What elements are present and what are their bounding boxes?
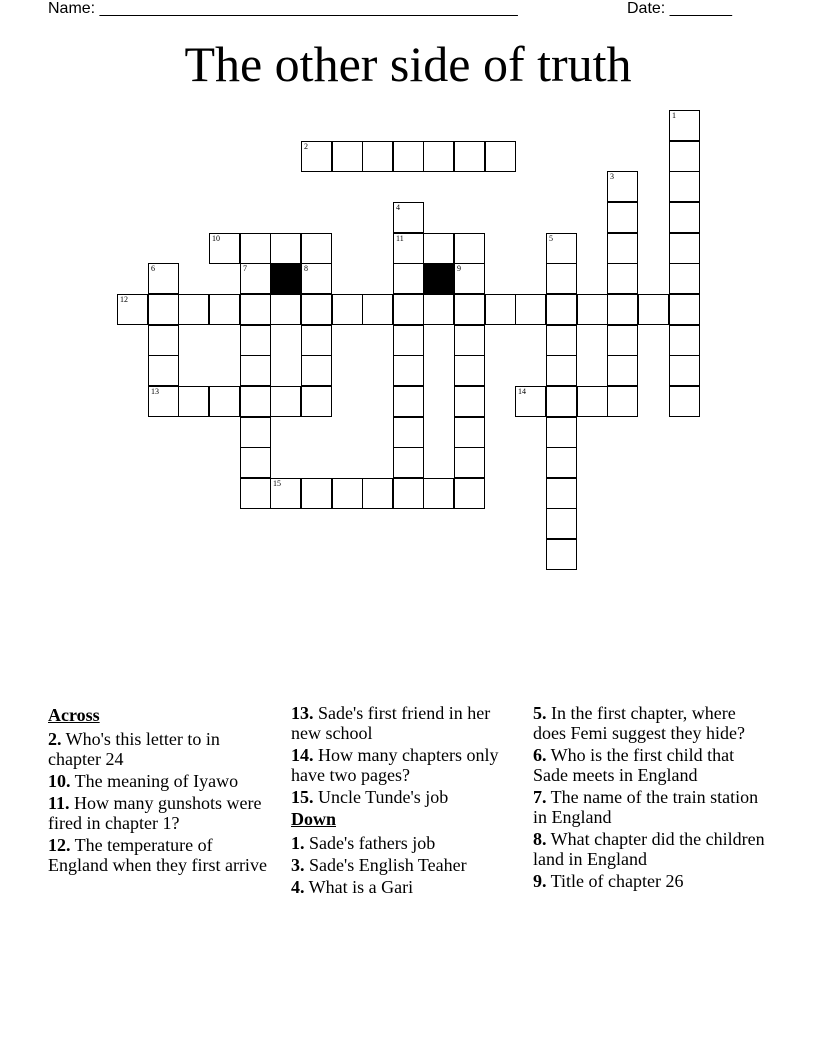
clue-column-3	[533, 703, 773, 893]
grid-cell[interactable]	[240, 478, 271, 509]
clue-text: Uncle Tunde's job	[313, 787, 449, 807]
grid-cell[interactable]	[485, 294, 516, 325]
clue-number: 10.	[48, 771, 71, 791]
clue-across-15	[291, 787, 515, 807]
clue-number: 11.	[48, 793, 70, 813]
clue-number: 9.	[533, 871, 547, 891]
clue-text: How many chapters only have two pages?	[291, 745, 499, 785]
grid-cell[interactable]	[332, 478, 363, 509]
grid-cell[interactable]	[546, 386, 577, 417]
grid-cell[interactable]	[607, 263, 638, 294]
clue-number: 5.	[533, 703, 547, 723]
clue-text: Sade's English Teaher	[304, 855, 467, 875]
grid-cell[interactable]	[546, 263, 577, 294]
clue-text: Who's this letter to in chapter 24	[48, 729, 220, 769]
clue-down-7	[533, 787, 773, 827]
grid-cell[interactable]	[301, 355, 332, 386]
grid-block-cell	[270, 263, 301, 294]
grid-cell[interactable]	[178, 294, 209, 325]
grid-cell-number: 9	[457, 264, 461, 273]
grid-cell[interactable]	[301, 294, 332, 325]
grid-cell[interactable]	[148, 325, 179, 356]
grid-cell[interactable]	[209, 233, 240, 264]
grid-cell[interactable]	[669, 386, 700, 417]
clue-down-6	[533, 745, 773, 785]
grid-cell[interactable]	[607, 171, 638, 202]
grid-cell[interactable]	[454, 141, 485, 172]
clue-column-1	[48, 703, 272, 877]
grid-cell[interactable]	[546, 294, 577, 325]
grid-cell[interactable]	[240, 294, 271, 325]
grid-cell[interactable]	[393, 386, 424, 417]
clue-text: What chapter did the children land in England	[533, 829, 765, 869]
clue-text: What is a Gari	[304, 877, 414, 897]
date-field-label: Date: _______	[627, 0, 732, 17]
clue-number: 1.	[291, 833, 305, 853]
clue-text: The meaning of Iyawo	[70, 771, 239, 791]
grid-cell[interactable]	[270, 386, 301, 417]
clue-across-2	[48, 729, 272, 769]
grid-cell-number: 5	[549, 234, 553, 243]
grid-cell[interactable]	[485, 141, 516, 172]
grid-cell[interactable]	[577, 294, 608, 325]
grid-cell[interactable]	[515, 386, 546, 417]
clue-text: Title of chapter 26	[546, 871, 684, 891]
grid-block-cell	[423, 263, 454, 294]
grid-cell[interactable]	[546, 447, 577, 478]
grid-cell-number: 15	[273, 479, 281, 488]
name-field-label: Name: _______________________________________________	[48, 0, 518, 17]
grid-cell[interactable]	[423, 233, 454, 264]
clue-number: 2.	[48, 729, 62, 749]
grid-cell-number: 14	[518, 387, 526, 396]
grid-cell-number: 12	[120, 295, 128, 304]
grid-cell[interactable]	[178, 386, 209, 417]
grid-cell[interactable]	[393, 263, 424, 294]
grid-cell[interactable]	[393, 478, 424, 509]
grid-cell-number: 10	[212, 234, 220, 243]
grid-cell[interactable]	[393, 325, 424, 356]
grid-cell[interactable]	[362, 294, 393, 325]
grid-cell[interactable]	[332, 294, 363, 325]
grid-cell[interactable]	[301, 478, 332, 509]
down-heading: Down	[291, 809, 337, 829]
page-title: The other side of truth	[184, 36, 632, 92]
grid-cell[interactable]	[607, 325, 638, 356]
grid-cell[interactable]	[117, 294, 148, 325]
grid-cell[interactable]	[669, 355, 700, 386]
grid-cell[interactable]	[669, 202, 700, 233]
clue-text: In the first chapter, where does Femi suggest they hide?	[533, 703, 745, 743]
grid-cell[interactable]	[393, 294, 424, 325]
grid-cell-number: 6	[151, 264, 155, 273]
grid-cell[interactable]	[301, 263, 332, 294]
grid-cell[interactable]	[546, 478, 577, 509]
grid-cell[interactable]	[332, 141, 363, 172]
grid-cell[interactable]	[362, 478, 393, 509]
clue-number: 12.	[48, 835, 71, 855]
clue-across-11	[48, 793, 272, 833]
grid-cell[interactable]	[546, 355, 577, 386]
grid-cell[interactable]	[148, 294, 179, 325]
grid-cell[interactable]	[270, 233, 301, 264]
grid-cell[interactable]	[393, 417, 424, 448]
grid-cell[interactable]	[301, 233, 332, 264]
grid-cell[interactable]	[301, 325, 332, 356]
clue-across-10	[48, 771, 272, 791]
grid-cell[interactable]	[607, 233, 638, 264]
grid-cell[interactable]	[454, 478, 485, 509]
grid-cell[interactable]	[148, 263, 179, 294]
grid-cell[interactable]	[423, 294, 454, 325]
clue-across-13	[291, 703, 515, 743]
clue-text: The temperature of England when they first arrive	[48, 835, 267, 875]
grid-cell[interactable]	[546, 233, 577, 264]
clue-number: 3.	[291, 855, 305, 875]
clue-number: 14.	[291, 745, 314, 765]
grid-cell[interactable]	[454, 386, 485, 417]
clue-down-4	[291, 877, 515, 897]
grid-cell[interactable]	[301, 141, 332, 172]
clue-text: How many gunshots were fired in chapter 1?	[48, 793, 262, 833]
grid-cell[interactable]	[454, 263, 485, 294]
grid-cell[interactable]	[240, 263, 271, 294]
clue-text: Sade's fathers job	[304, 833, 436, 853]
grid-cell[interactable]	[669, 110, 700, 141]
grid-cell[interactable]	[362, 141, 393, 172]
grid-cell[interactable]	[240, 325, 271, 356]
grid-cell[interactable]	[209, 294, 240, 325]
grid-cell-number: 3	[610, 172, 614, 181]
grid-cell[interactable]	[393, 355, 424, 386]
grid-cell-number: 11	[396, 234, 404, 243]
grid-cell[interactable]	[454, 325, 485, 356]
grid-cell[interactable]	[454, 355, 485, 386]
clue-number: 8.	[533, 829, 547, 849]
grid-cell[interactable]	[454, 294, 485, 325]
grid-cell[interactable]	[240, 355, 271, 386]
clue-down-8	[533, 829, 773, 869]
grid-cell[interactable]	[546, 508, 577, 539]
grid-cell[interactable]	[515, 294, 546, 325]
grid-cell-number: 1	[672, 111, 676, 120]
clue-number: 13.	[291, 703, 314, 723]
clue-down-5	[533, 703, 773, 743]
clue-across-12	[48, 835, 272, 875]
clue-text: Who is the first child that Sade meets in England	[533, 745, 735, 785]
grid-cell[interactable]	[240, 447, 271, 478]
grid-cell[interactable]	[638, 294, 669, 325]
clue-number: 6.	[533, 745, 547, 765]
clue-down-3	[291, 855, 515, 875]
grid-cell[interactable]	[607, 386, 638, 417]
grid-cell[interactable]	[607, 294, 638, 325]
grid-cell[interactable]	[301, 386, 332, 417]
grid-cell-number: 4	[396, 203, 400, 212]
grid-cell[interactable]	[209, 386, 240, 417]
grid-cell[interactable]	[454, 417, 485, 448]
across-heading: Across	[48, 705, 100, 725]
grid-cell[interactable]	[669, 325, 700, 356]
clue-column-2	[291, 703, 515, 899]
grid-cell[interactable]	[240, 233, 271, 264]
grid-cell[interactable]	[423, 141, 454, 172]
grid-cell[interactable]	[669, 171, 700, 202]
clue-down-1	[291, 833, 515, 853]
grid-cell[interactable]	[669, 141, 700, 172]
clue-across-14	[291, 745, 515, 785]
grid-cell[interactable]	[546, 539, 577, 570]
grid-cell[interactable]	[454, 233, 485, 264]
grid-cell[interactable]	[270, 294, 301, 325]
grid-cell[interactable]	[393, 141, 424, 172]
clue-down-9	[533, 871, 773, 891]
grid-cell[interactable]	[546, 325, 577, 356]
grid-cell[interactable]	[669, 263, 700, 294]
grid-cell[interactable]	[423, 478, 454, 509]
grid-cell-number: 7	[243, 264, 247, 273]
grid-cell-number: 13	[151, 387, 159, 396]
grid-cell[interactable]	[546, 417, 577, 448]
grid-cell[interactable]	[270, 478, 301, 509]
grid-cell[interactable]	[393, 202, 424, 233]
grid-cell[interactable]	[607, 202, 638, 233]
grid-cell[interactable]	[240, 417, 271, 448]
grid-cell[interactable]	[669, 294, 700, 325]
grid-cell-number: 2	[304, 142, 308, 151]
grid-cell[interactable]	[607, 355, 638, 386]
grid-cell[interactable]	[240, 386, 271, 417]
grid-cell[interactable]	[393, 233, 424, 264]
grid-cell[interactable]	[148, 355, 179, 386]
grid-cell-number: 8	[304, 264, 308, 273]
grid-cell[interactable]	[577, 386, 608, 417]
grid-cell[interactable]	[148, 386, 179, 417]
clue-text: The name of the train station in England	[533, 787, 759, 827]
clue-number: 7.	[533, 787, 547, 807]
grid-cell[interactable]	[393, 447, 424, 478]
clue-number: 15.	[291, 787, 314, 807]
clue-number: 4.	[291, 877, 305, 897]
grid-cell[interactable]	[669, 233, 700, 264]
grid-cell[interactable]	[454, 447, 485, 478]
clue-text: Sade's first friend in her new school	[291, 703, 491, 743]
